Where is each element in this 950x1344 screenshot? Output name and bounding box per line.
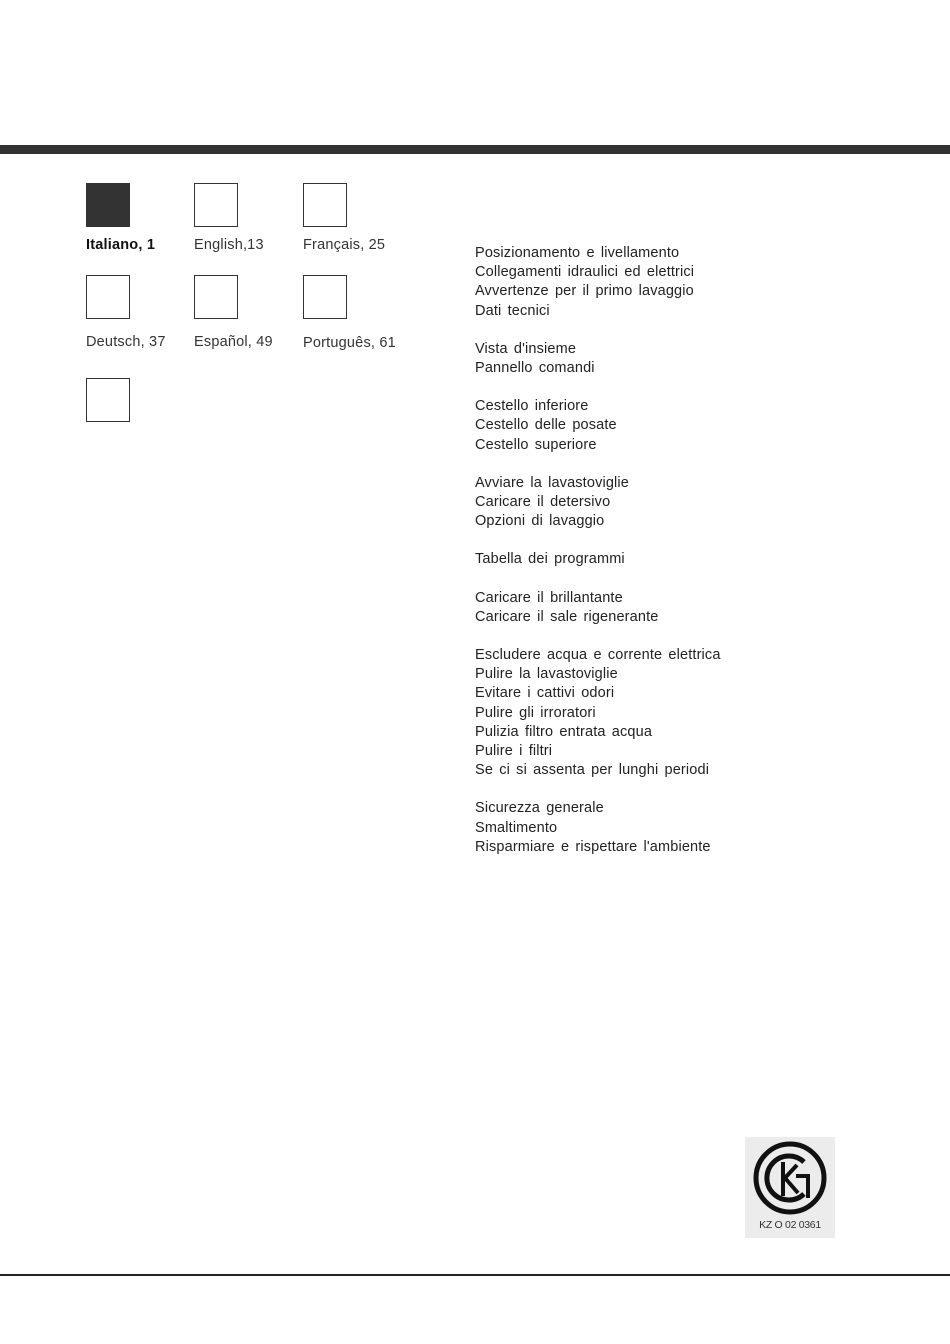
language-label-de: Deutsch, 37 [86, 334, 166, 350]
toc-item[interactable]: Cestello delle posate [475, 417, 617, 434]
toc-item[interactable]: Risparmiare e rispettare l'ambiente [475, 838, 711, 855]
toc-group-programs [475, 550, 875, 569]
language-label-es: Español, 49 [194, 334, 273, 350]
language-checkbox-pt[interactable] [303, 275, 347, 319]
toc-item[interactable]: Pulire i filtri [475, 743, 553, 760]
toc-item[interactable]: Pulire gli irroratori [475, 704, 596, 721]
language-label-it: Italiano, 1 [86, 237, 156, 253]
toc-item[interactable]: Dati tecnici [475, 302, 550, 319]
bottom-rule [0, 1274, 950, 1276]
language-checkbox-es[interactable] [194, 275, 238, 319]
language-label-pt: Português, 61 [303, 335, 396, 351]
toc-item[interactable]: Avviare la lavastoviglie [475, 474, 630, 491]
toc-item[interactable]: Vista d'insieme [475, 340, 577, 357]
toc-item[interactable]: Pannello comandi [475, 360, 595, 377]
certification-code: KZ O 02 0361 [759, 1219, 821, 1231]
language-label-en: English,13 [194, 237, 264, 253]
toc-group-start [475, 474, 875, 532]
toc-group-rinse-salt [475, 589, 875, 627]
language-checkbox-en[interactable] [194, 183, 238, 227]
language-checkbox-fr[interactable] [303, 183, 347, 227]
toc-item[interactable]: Collegamenti idraulici ed elettrici [475, 264, 695, 281]
toc-item[interactable]: Avvertenze per il primo lavaggio [475, 283, 694, 300]
table-of-contents [475, 244, 875, 857]
toc-item[interactable]: Se ci si assenta per lunghi periodi [475, 762, 710, 779]
toc-group-loading [475, 397, 875, 455]
toc-item[interactable]: Caricare il sale rigenerante [475, 608, 659, 625]
toc-item[interactable]: Sicurezza generale [475, 800, 604, 817]
toc-item[interactable]: Cestello superiore [475, 436, 597, 453]
toc-item[interactable]: Posizionamento e livellamento [475, 245, 680, 261]
toc-item[interactable]: Pulizia filtro entrata acqua [475, 723, 653, 740]
toc-item[interactable]: Evitare i cattivi odori [475, 685, 615, 702]
toc-item[interactable]: Tabella dei programmi [475, 551, 625, 568]
language-checkbox-extra[interactable] [86, 378, 130, 422]
toc-item[interactable]: Caricare il detersivo [475, 494, 611, 511]
toc-item[interactable]: Cestello inferiore [475, 398, 589, 415]
toc-item[interactable]: Smaltimento [475, 819, 558, 836]
toc-group-maintenance [475, 646, 875, 780]
toc-group-safety [475, 799, 875, 857]
toc-group-description [475, 340, 875, 378]
toc-group-installation [475, 244, 875, 321]
toc-item[interactable]: Opzioni di lavaggio [475, 513, 605, 530]
top-rule [0, 145, 950, 154]
toc-item[interactable]: Pulire la lavastoviglie [475, 666, 618, 683]
language-label-fr: Français, 25 [303, 237, 386, 253]
toc-item[interactable]: Escludere acqua e corrente elettrica [475, 647, 721, 664]
certification-mark-icon [752, 1140, 828, 1216]
language-checkbox-it[interactable] [86, 183, 130, 227]
language-checkbox-de[interactable] [86, 275, 130, 319]
toc-item[interactable]: Caricare il brillantante [475, 589, 623, 606]
certification-logo [745, 1137, 835, 1238]
